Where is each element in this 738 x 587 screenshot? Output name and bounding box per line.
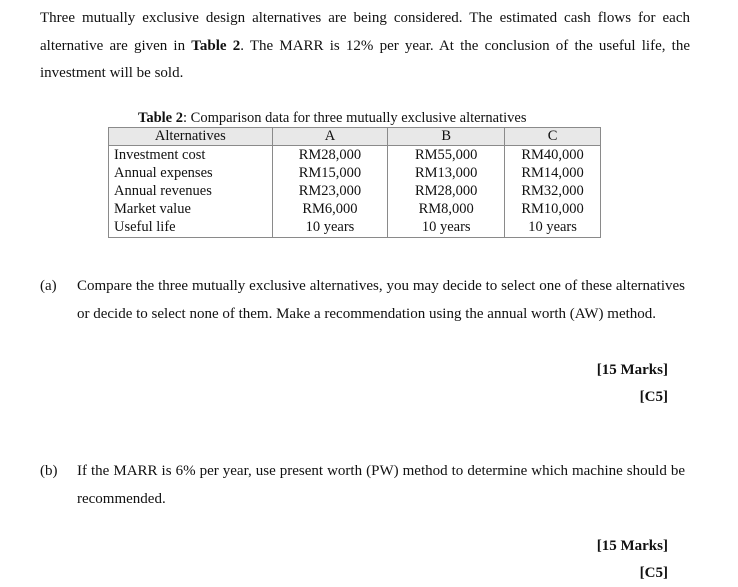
row-label: Investment cost <box>109 146 273 165</box>
table-row <box>109 182 601 200</box>
cell-b: RM8,000 <box>388 201 505 219</box>
question-a-label: (a) <box>40 278 57 294</box>
cell-a: RM6,000 <box>272 201 388 219</box>
table-caption-text: : Comparison data for three mutually exclusive alternatives <box>183 110 527 126</box>
question-b-marks: [15 Marks] <box>596 538 668 554</box>
cell-a: RM28,000 <box>272 146 388 165</box>
question-b-marks-block <box>597 533 668 587</box>
question-b-text: If the MARR is 6% per year, use present worth (PW) method to determine which machine should be recommended. <box>77 463 685 507</box>
header-alternatives: Alternatives <box>109 128 273 146</box>
question-a-clo: [C5] <box>639 389 668 405</box>
question-a-text: Compare the three mutually exclusive alternatives, you may decide to select one of these alternatives or decide to select none of them. Make a recommendation using the annual worth (AW) method. <box>77 278 685 322</box>
cell-c: RM40,000 <box>505 146 601 165</box>
table-row <box>109 146 601 165</box>
cell-c: RM10,000 <box>505 201 601 219</box>
intro-text-part1: Three mutually exclusive design alternatives are being considered. The estimated cash flows for each alternative are given in <box>40 10 690 54</box>
cell-b: RM28,000 <box>388 182 505 200</box>
table-row <box>109 164 601 182</box>
cell-b: 10 years <box>388 219 505 238</box>
question-b-clo: [C5] <box>639 565 668 581</box>
intro-paragraph <box>40 5 690 88</box>
question-a-marks: [15 Marks] <box>596 362 668 378</box>
row-label: Useful life <box>109 219 273 238</box>
cell-c: RM32,000 <box>505 182 601 200</box>
question-b <box>40 458 685 513</box>
header-b: B <box>388 128 505 146</box>
cell-b: RM55,000 <box>388 146 505 165</box>
table-caption <box>138 110 526 126</box>
cell-b: RM13,000 <box>388 164 505 182</box>
header-c: C <box>505 128 601 146</box>
row-label: Annual expenses <box>109 164 273 182</box>
table-caption-label: Table 2 <box>138 110 183 126</box>
question-b-label: (b) <box>40 463 58 479</box>
table-row <box>109 201 601 219</box>
question-a <box>40 273 685 328</box>
cell-a: RM23,000 <box>272 182 388 200</box>
question-a-marks-block <box>597 357 668 411</box>
row-label: Annual revenues <box>109 182 273 200</box>
table-row <box>109 219 601 238</box>
intro-table-ref: Table 2 <box>191 37 241 54</box>
row-label: Market value <box>109 201 273 219</box>
cell-a: 10 years <box>272 219 388 238</box>
cell-c: 10 years <box>505 219 601 238</box>
header-a: A <box>272 128 388 146</box>
table-header-row <box>109 128 601 146</box>
intro-text-part2: . The MARR is 12% per year. At the conclusion of the useful life, the investment will be sold. <box>40 37 690 81</box>
comparison-table <box>108 127 601 238</box>
cell-c: RM14,000 <box>505 164 601 182</box>
cell-a: RM15,000 <box>272 164 388 182</box>
